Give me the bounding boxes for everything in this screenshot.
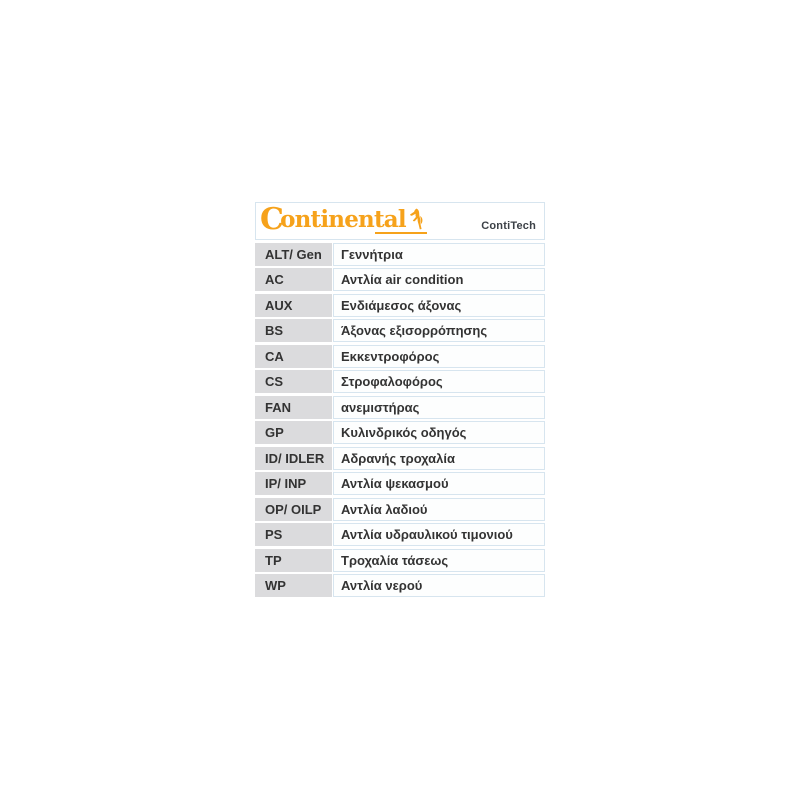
abbreviation-cell: CA (255, 345, 332, 368)
rearing-horse-icon (408, 208, 425, 230)
abbreviation-cell: FAN (255, 396, 332, 419)
continental-logo (260, 201, 425, 237)
description-cell: Τροχαλία τάσεως (333, 549, 545, 572)
table-row (255, 370, 545, 393)
abbreviation-cell: BS (255, 319, 332, 342)
abbreviation-cell: PS (255, 523, 332, 546)
logo-baseline-rule (375, 232, 427, 234)
description-cell: Ενδιάμεσος άξονας (333, 294, 545, 317)
description-cell: Άξονας εξισορρόπησης (333, 319, 545, 342)
description-cell: Γεννήτρια (333, 243, 545, 266)
glossary-table (255, 202, 545, 597)
abbreviation-cell: WP (255, 574, 332, 597)
abbreviation-cell: AC (255, 268, 332, 291)
table-row (255, 498, 545, 521)
table-row (255, 345, 545, 368)
description-cell: Εκκεντροφόρος (333, 345, 545, 368)
contitech-wordmark: ContiTech (481, 220, 536, 232)
brand-header (255, 202, 545, 240)
table-row (255, 294, 545, 317)
description-cell: Αντλία υδραυλικού τιμονιού (333, 523, 545, 546)
abbreviation-cell: IP/ INP (255, 472, 332, 495)
description-cell: Αντλία ψεκασμού (333, 472, 545, 495)
description-cell: Κυλινδρικός οδηγός (333, 421, 545, 444)
abbreviation-cell: CS (255, 370, 332, 393)
table-row (255, 421, 545, 444)
abbreviation-cell: OP/ OILP (255, 498, 332, 521)
description-cell: Αντλία νερού (333, 574, 545, 597)
table-row (255, 447, 545, 470)
table-row (255, 396, 545, 419)
description-cell: Αντλία air condition (333, 268, 545, 291)
continental-wordmark (260, 201, 406, 237)
description-cell: ανεμιστήρας (333, 396, 545, 419)
abbreviation-cell: TP (255, 549, 332, 572)
description-cell: Αντλία λαδιού (333, 498, 545, 521)
logo-letter-c: C (260, 201, 284, 237)
table-row (255, 574, 545, 597)
abbreviation-cell: ID/ IDLER (255, 447, 332, 470)
table-row (255, 472, 545, 495)
table-row (255, 523, 545, 546)
table-row (255, 243, 545, 266)
logo-wordmark-rest: ontinental (280, 205, 406, 233)
glossary-rows (255, 243, 545, 598)
abbreviation-cell: AUX (255, 294, 332, 317)
abbreviation-cell: GP (255, 421, 332, 444)
description-cell: Στροφαλοφόρος (333, 370, 545, 393)
description-cell: Αδρανής τροχαλία (333, 447, 545, 470)
table-row (255, 268, 545, 291)
table-row (255, 549, 545, 572)
abbreviation-cell: ALT/ Gen (255, 243, 332, 266)
table-row (255, 319, 545, 342)
